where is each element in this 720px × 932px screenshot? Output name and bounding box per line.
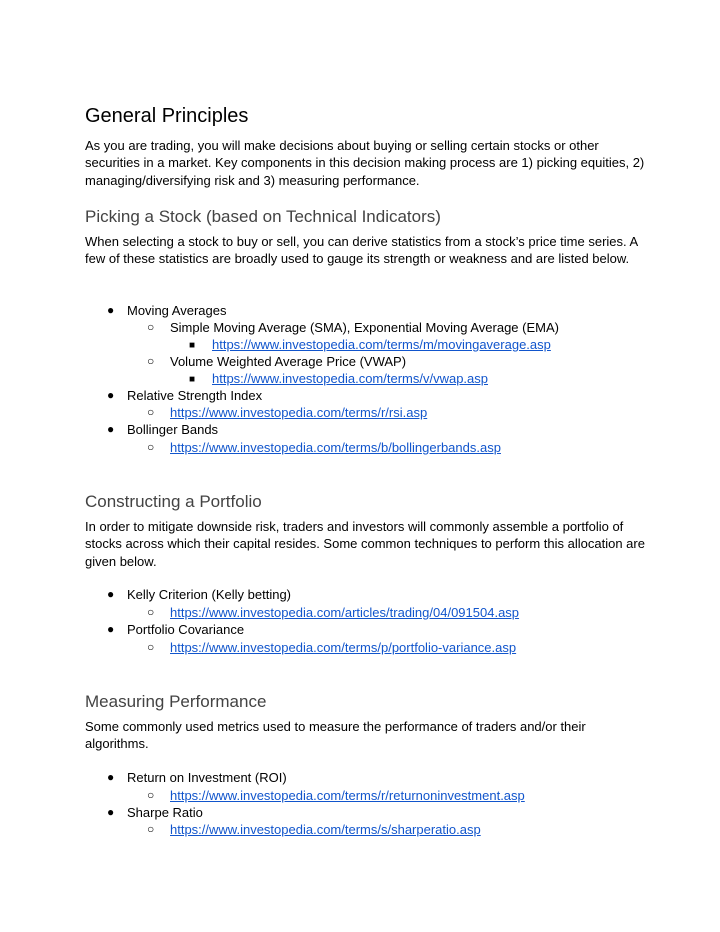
list-item-rsi: Relative Strength Index xyxy=(127,388,263,403)
bullet-square: ■ xyxy=(189,340,196,351)
page-title: General Principles xyxy=(85,105,249,127)
section-heading-portfolio: Constructing a Portfolio xyxy=(85,492,262,511)
link-sharpe[interactable]: https://www.investopedia.com/terms/s/sharperatio.asp xyxy=(170,822,481,837)
bullet-circle: ○ xyxy=(147,605,155,619)
link-roi[interactable]: https://www.investopedia.com/terms/r/returnoninvestment.asp xyxy=(170,788,525,803)
picking-paragraph: When selecting a stock to buy or sell, you can derive statistics from a stock’s price time series. A few of these statistics are broadly used to gauge its strength or weakness and are listed below. xyxy=(85,234,638,267)
link-kelly[interactable]: https://www.investopedia.com/articles/trading/04/091504.asp xyxy=(170,605,520,620)
link-portfolio-variance[interactable]: https://www.investopedia.com/terms/p/portfolio-variance.asp xyxy=(170,640,517,655)
bullet-dot: ● xyxy=(107,770,115,784)
bullet-circle: ○ xyxy=(147,788,155,802)
list-item-sharpe: Sharpe Ratio xyxy=(127,805,203,820)
section-heading-performance: Measuring Performance xyxy=(85,692,267,711)
link-vwap[interactable]: https://www.investopedia.com/terms/v/vwap.asp xyxy=(212,371,489,386)
bullet-dot: ● xyxy=(107,388,115,402)
list-item-moving-averages: Moving Averages xyxy=(127,303,227,318)
portfolio-paragraph: In order to mitigate downside risk, traders and investors will commonly assemble a portfolio of stocks across which their capital resides. Some common techniques to perform this allocation are given below. xyxy=(85,519,645,569)
bullet-dot: ● xyxy=(107,303,115,317)
link-moving-average[interactable]: https://www.investopedia.com/terms/m/movingaverage.asp xyxy=(212,337,551,352)
bullet-square: ■ xyxy=(189,374,196,385)
bullet-dot: ● xyxy=(107,622,115,636)
bullet-circle: ○ xyxy=(147,320,155,334)
bullet-circle: ○ xyxy=(147,822,155,836)
list-item-vwap: Volume Weighted Average Price (VWAP) xyxy=(170,354,407,369)
list-item-sma-ema: Simple Moving Average (SMA), Exponential Moving Average (EMA) xyxy=(170,320,559,335)
bullet-circle: ○ xyxy=(147,440,155,454)
list-item-bollinger: Bollinger Bands xyxy=(127,422,219,437)
bullet-dot: ● xyxy=(107,805,115,819)
intro-paragraph: As you are trading, you will make decisions about buying or selling certain stocks or other securities in a market. Key components in this decision making process are 1) picking equities, 2) managing/diversifying risk and 3) measuring performance. xyxy=(85,138,645,188)
list-item-covariance: Portfolio Covariance xyxy=(127,622,245,637)
list-item-kelly: Kelly Criterion (Kelly betting) xyxy=(127,587,292,602)
bullet-dot: ● xyxy=(107,587,115,601)
link-bollinger[interactable]: https://www.investopedia.com/terms/b/bollingerbands.asp xyxy=(170,440,501,455)
list-item-roi: Return on Investment (ROI) xyxy=(127,770,287,785)
link-rsi[interactable]: https://www.investopedia.com/terms/r/rsi.asp xyxy=(170,405,428,420)
section-heading-picking: Picking a Stock (based on Technical Indicators) xyxy=(85,207,441,226)
performance-paragraph: Some commonly used metrics used to measure the performance of traders and/or their algorithms. xyxy=(85,719,586,752)
bullet-circle: ○ xyxy=(147,354,155,368)
bullet-circle: ○ xyxy=(147,405,155,419)
bullet-dot: ● xyxy=(107,422,115,436)
bullet-circle: ○ xyxy=(147,640,155,654)
